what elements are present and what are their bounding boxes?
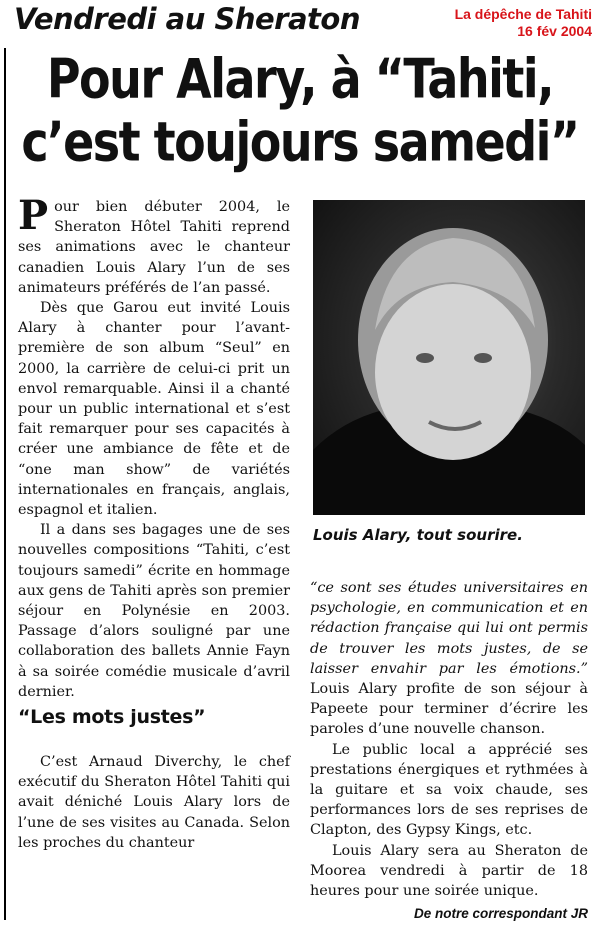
paragraph-4-a: C’est Arnaud Diverchy, le chef exécutif du Sheraton Hôtel Tahiti qui avait déniché Louis Alary lors de l’une de ses visites au Canada. Selon les proches du chanteur	[18, 754, 290, 851]
article-column-right	[310, 578, 588, 901]
paragraph-4-b: Louis Alary profite de son séjour à Papeete pour terminer d’écrire les paroles d’une nouvelle chanson.	[310, 681, 588, 738]
paragraph-4-start	[18, 752, 290, 853]
portrait-illustration	[313, 200, 585, 515]
kicker: Vendredi au Sheraton	[14, 2, 360, 36]
drop-cap: P	[18, 192, 49, 239]
portrait-photo	[313, 200, 585, 515]
source-publication: La dépêche de Tahiti	[454, 6, 592, 22]
paragraph-3: Il a dans ses bagages une de ses nouvelles compositions “Tahiti, c’est toujours samedi” écrite en hommage aux gens de Tahiti après son premier séjour en Polynésie en 2003. Passage d’alors souligné par une collaboration des ballets Annie Fayn à sa soirée comédie musicale d’avril dernier.	[18, 522, 290, 700]
portrait-eye-left	[416, 353, 434, 363]
article-column-left-bottom	[18, 752, 290, 853]
headline-line-1: Pour Alary, à “Tahiti,	[46, 47, 554, 111]
paragraph-1	[18, 192, 290, 298]
paragraph-1-text: our bien débuter 2004, le Sheraton Hôtel Tahiti reprend ses animations avec le chanteur canadien Louis Alary l’un de ses animateurs préférés de l’an passé.	[18, 199, 290, 296]
column-rule	[4, 48, 6, 920]
quote: “ce sont ses études universitaires en psychologie, en communication et en rédaction française qui lui ont permis de trouver les mots justes, de se laisser envahir par les émotions.”	[310, 580, 588, 677]
paragraph-4-continued	[310, 578, 588, 740]
byline: De notre correspondant JR	[413, 906, 588, 921]
paragraph-5: Le public local a apprécié ses prestations énergiques et rythmées à la guitare et sa voix chaude, ses performances lors de ses reprises de Clapton, des Gypsy Kings, etc.	[310, 741, 588, 839]
headline-line-2: c’est toujours samedi”	[21, 110, 579, 174]
portrait-face	[375, 284, 531, 460]
article-column-left	[18, 192, 290, 702]
portrait-eye-right	[474, 353, 492, 363]
photo-caption: Louis Alary, tout sourire.	[313, 526, 523, 544]
paragraph-6: Louis Alary sera au Sheraton de Moorea vendredi à partir de 18 heures pour une soirée unique.	[310, 842, 588, 900]
source-stamp	[455, 6, 592, 40]
paragraph-2: Dès que Garou eut invité Louis Alary à chanter pour l’avant-première de son album “Seul” en 2000, la carrière de celui-ci prit un envol remarquable. Ainsi il a chanté pour un public international et s’est fait remarquer pour ses capacités à créer une ambiance de fête et de “one man show” de variétés internationales en français, anglais, espagnol et italien.	[18, 300, 290, 519]
subheading: “Les mots justes”	[18, 706, 206, 728]
source-date: 16 fév 2004	[517, 23, 592, 39]
